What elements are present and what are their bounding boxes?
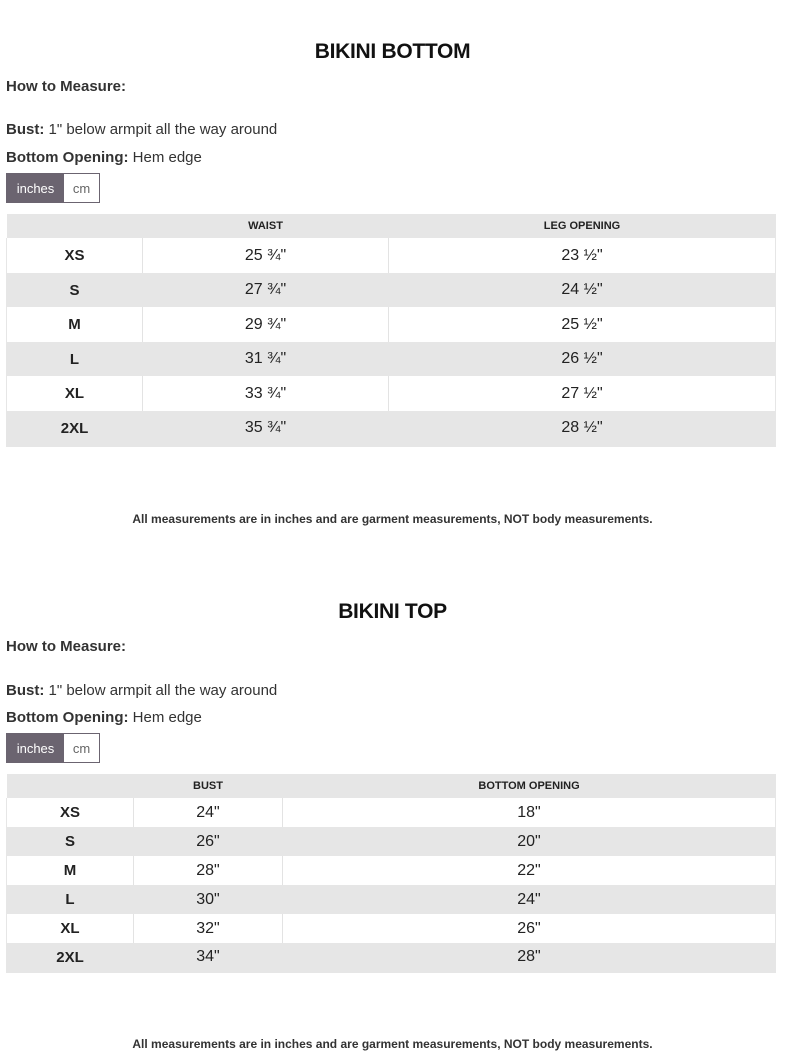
bust-cell: 32": [134, 914, 283, 943]
measurement-note: All measurements are in inches and are garment measurements, NOT body measurements.: [132, 1037, 653, 1051]
bust-cell: 28": [134, 856, 283, 885]
how-to-measure-label: How to Measure:: [6, 78, 127, 95]
column-header: WAIST: [143, 214, 389, 238]
cm-toggle-button[interactable]: cm: [64, 734, 99, 762]
table-row: [7, 798, 776, 827]
size-cell: XS: [7, 238, 143, 273]
size-cell: 2XL: [7, 411, 143, 446]
size-cell: M: [7, 856, 134, 885]
measurement-note: All measurements are in inches and are garment measurements, NOT body measurements.: [132, 512, 653, 526]
table-row: [7, 827, 776, 856]
bottom-opening-cell: 20": [283, 827, 776, 856]
column-header: BUST: [134, 774, 283, 798]
section-title: BIKINI BOTTOM: [314, 40, 471, 63]
bottom-opening-label: Bottom Opening:: [6, 149, 129, 166]
size-cell: L: [7, 885, 134, 914]
inches-toggle-button[interactable]: inches: [7, 174, 64, 202]
table-row: [7, 885, 776, 914]
size-cell: M: [7, 307, 143, 342]
bust-instruction: [6, 121, 277, 138]
waist-cell: 31 ¾": [143, 342, 389, 376]
bust-cell: 34": [134, 943, 283, 972]
bottom-opening-cell: 24": [283, 885, 776, 914]
column-header: LEG OPENING: [389, 214, 776, 238]
size-table: [6, 774, 776, 973]
unit-toggle: [6, 173, 100, 203]
waist-cell: 29 ¾": [143, 307, 389, 342]
leg-opening-cell: 27 ½": [389, 376, 776, 411]
size-cell: XL: [7, 914, 134, 943]
cm-toggle-button[interactable]: cm: [64, 174, 99, 202]
leg-opening-cell: 25 ½": [389, 307, 776, 342]
bottom-opening-text: Hem edge: [128, 709, 202, 726]
bust-cell: 26": [134, 827, 283, 856]
bottom-opening-cell: 26": [283, 914, 776, 943]
size-cell: S: [7, 273, 143, 307]
table-row: [7, 914, 776, 943]
table-row: [7, 411, 776, 446]
bottom-opening-cell: 28": [283, 943, 776, 972]
table-row: [7, 307, 776, 342]
bust-instruction: [6, 682, 277, 699]
size-cell: 2XL: [7, 943, 134, 972]
bust-cell: 24": [134, 798, 283, 827]
bust-label: Bust:: [6, 682, 45, 699]
unit-toggle: [6, 733, 100, 763]
bust-label: Bust:: [6, 121, 45, 138]
bottom-opening-cell: 22": [283, 856, 776, 885]
size-table: [6, 214, 776, 447]
waist-cell: 33 ¾": [143, 376, 389, 411]
table-row: [7, 342, 776, 376]
table-header-row: [7, 774, 776, 798]
leg-opening-cell: 23 ½": [389, 238, 776, 273]
column-header: [7, 774, 134, 798]
section-title: BIKINI TOP: [338, 600, 447, 623]
waist-cell: 35 ¾": [143, 411, 389, 446]
bust-text: 1" below armpit all the way around: [44, 682, 278, 699]
leg-opening-cell: 24 ½": [389, 273, 776, 307]
size-cell: XL: [7, 376, 143, 411]
bottom-opening-cell: 18": [283, 798, 776, 827]
bust-cell: 30": [134, 885, 283, 914]
table-row: [7, 273, 776, 307]
table-row: [7, 376, 776, 411]
how-to-measure-label: How to Measure:: [6, 638, 127, 655]
bottom-opening-text: Hem edge: [128, 149, 202, 166]
bust-text: 1" below armpit all the way around: [44, 121, 278, 138]
waist-cell: 25 ¾": [143, 238, 389, 273]
column-header: BOTTOM OPENING: [283, 774, 776, 798]
table-header-row: [7, 214, 776, 238]
table-row: [7, 856, 776, 885]
bottom-opening-instruction: [6, 709, 202, 726]
size-cell: S: [7, 827, 134, 856]
leg-opening-cell: 26 ½": [389, 342, 776, 376]
inches-toggle-button[interactable]: inches: [7, 734, 64, 762]
size-cell: XS: [7, 798, 134, 827]
bottom-opening-label: Bottom Opening:: [6, 709, 129, 726]
leg-opening-cell: 28 ½": [389, 411, 776, 446]
size-cell: L: [7, 342, 143, 376]
table-row: [7, 943, 776, 972]
table-row: [7, 238, 776, 273]
waist-cell: 27 ¾": [143, 273, 389, 307]
bottom-opening-instruction: [6, 149, 202, 166]
column-header: [7, 214, 143, 238]
